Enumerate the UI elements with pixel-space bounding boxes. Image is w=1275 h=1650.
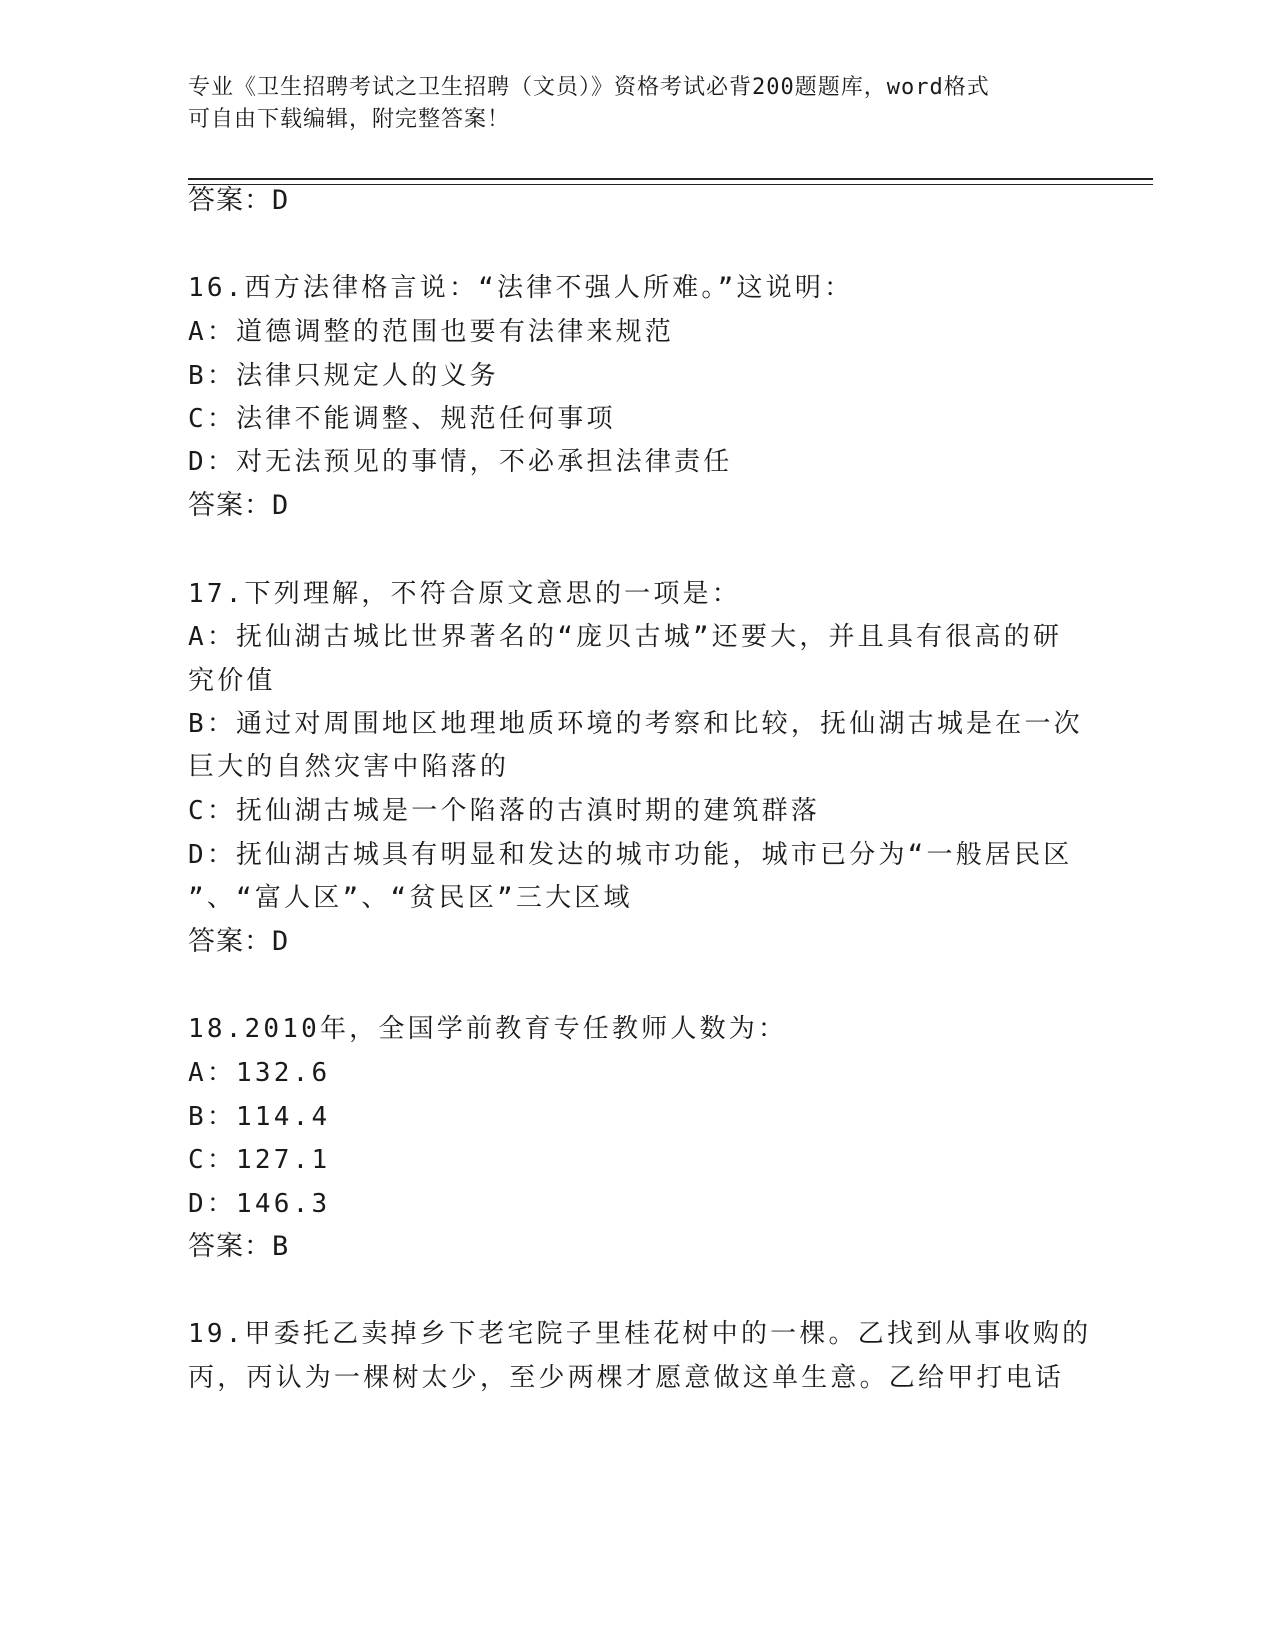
header-line-2: 可自由下载编辑，附完整答案！ (188, 107, 511, 132)
option-c: C：法律不能调整、规范任何事项 (188, 404, 616, 434)
option-b: B：通过对周围地区地理地质环境的考察和比较，抚仙湖古城是在一次 (188, 709, 1083, 739)
header-rule-thin (188, 184, 1153, 185)
answer: 答案：D (188, 926, 290, 957)
question-stem: 17.下列理解，不符合原文意思的一项是： (188, 579, 741, 609)
option-b: B：114.4 (188, 1102, 331, 1132)
question-stem: 16.西方法律格言说：“法律不强人所难。”这说明： (188, 273, 854, 303)
option-a-cont: 究价值 (188, 666, 276, 696)
option-d: D：对无法预见的事情，不必承担法律责任 (188, 447, 733, 477)
option-c: C：127.1 (188, 1145, 331, 1175)
answer: 答案：B (188, 1231, 290, 1262)
question-stem: 18.2010年，全国学前教育专任教师人数为： (188, 1014, 788, 1044)
option-b: B：法律只规定人的义务 (188, 361, 499, 391)
option-a: A：道德调整的范围也要有法律来规范 (188, 317, 675, 347)
question-stem-cont: 丙，丙认为一棵树太少，至少两棵才愿意做这单生意。乙给甲打电话 (188, 1363, 1065, 1393)
option-d: D：146.3 (188, 1189, 331, 1219)
header-rule-thick (188, 178, 1153, 180)
option-a: A：132.6 (188, 1058, 331, 1088)
header-line-1: 专业《卫生招聘考试之卫生招聘（文员）》资格考试必背200题题库，word格式 (188, 75, 990, 100)
question-stem: 19.甲委托乙卖掉乡下老宅院子里桂花树中的一棵。乙找到从事收购的 (188, 1319, 1092, 1349)
option-d: D：抚仙湖古城具有明显和发达的城市功能，城市已分为“一般居民区 (188, 840, 1073, 870)
answer: 答案：D (188, 490, 290, 521)
option-a: A：抚仙湖古城比世界著名的“庞贝古城”还要大，并且具有很高的研 (188, 622, 1063, 652)
document-header (188, 72, 1068, 136)
option-d-cont: ”、“富人区”、“贫民区”三大区域 (188, 883, 633, 913)
option-b-cont: 巨大的自然灾害中陷落的 (188, 752, 510, 782)
option-c: C：抚仙湖古城是一个陷落的古滇时期的建筑群落 (188, 796, 821, 826)
answer-previous: 答案：D (188, 185, 290, 216)
